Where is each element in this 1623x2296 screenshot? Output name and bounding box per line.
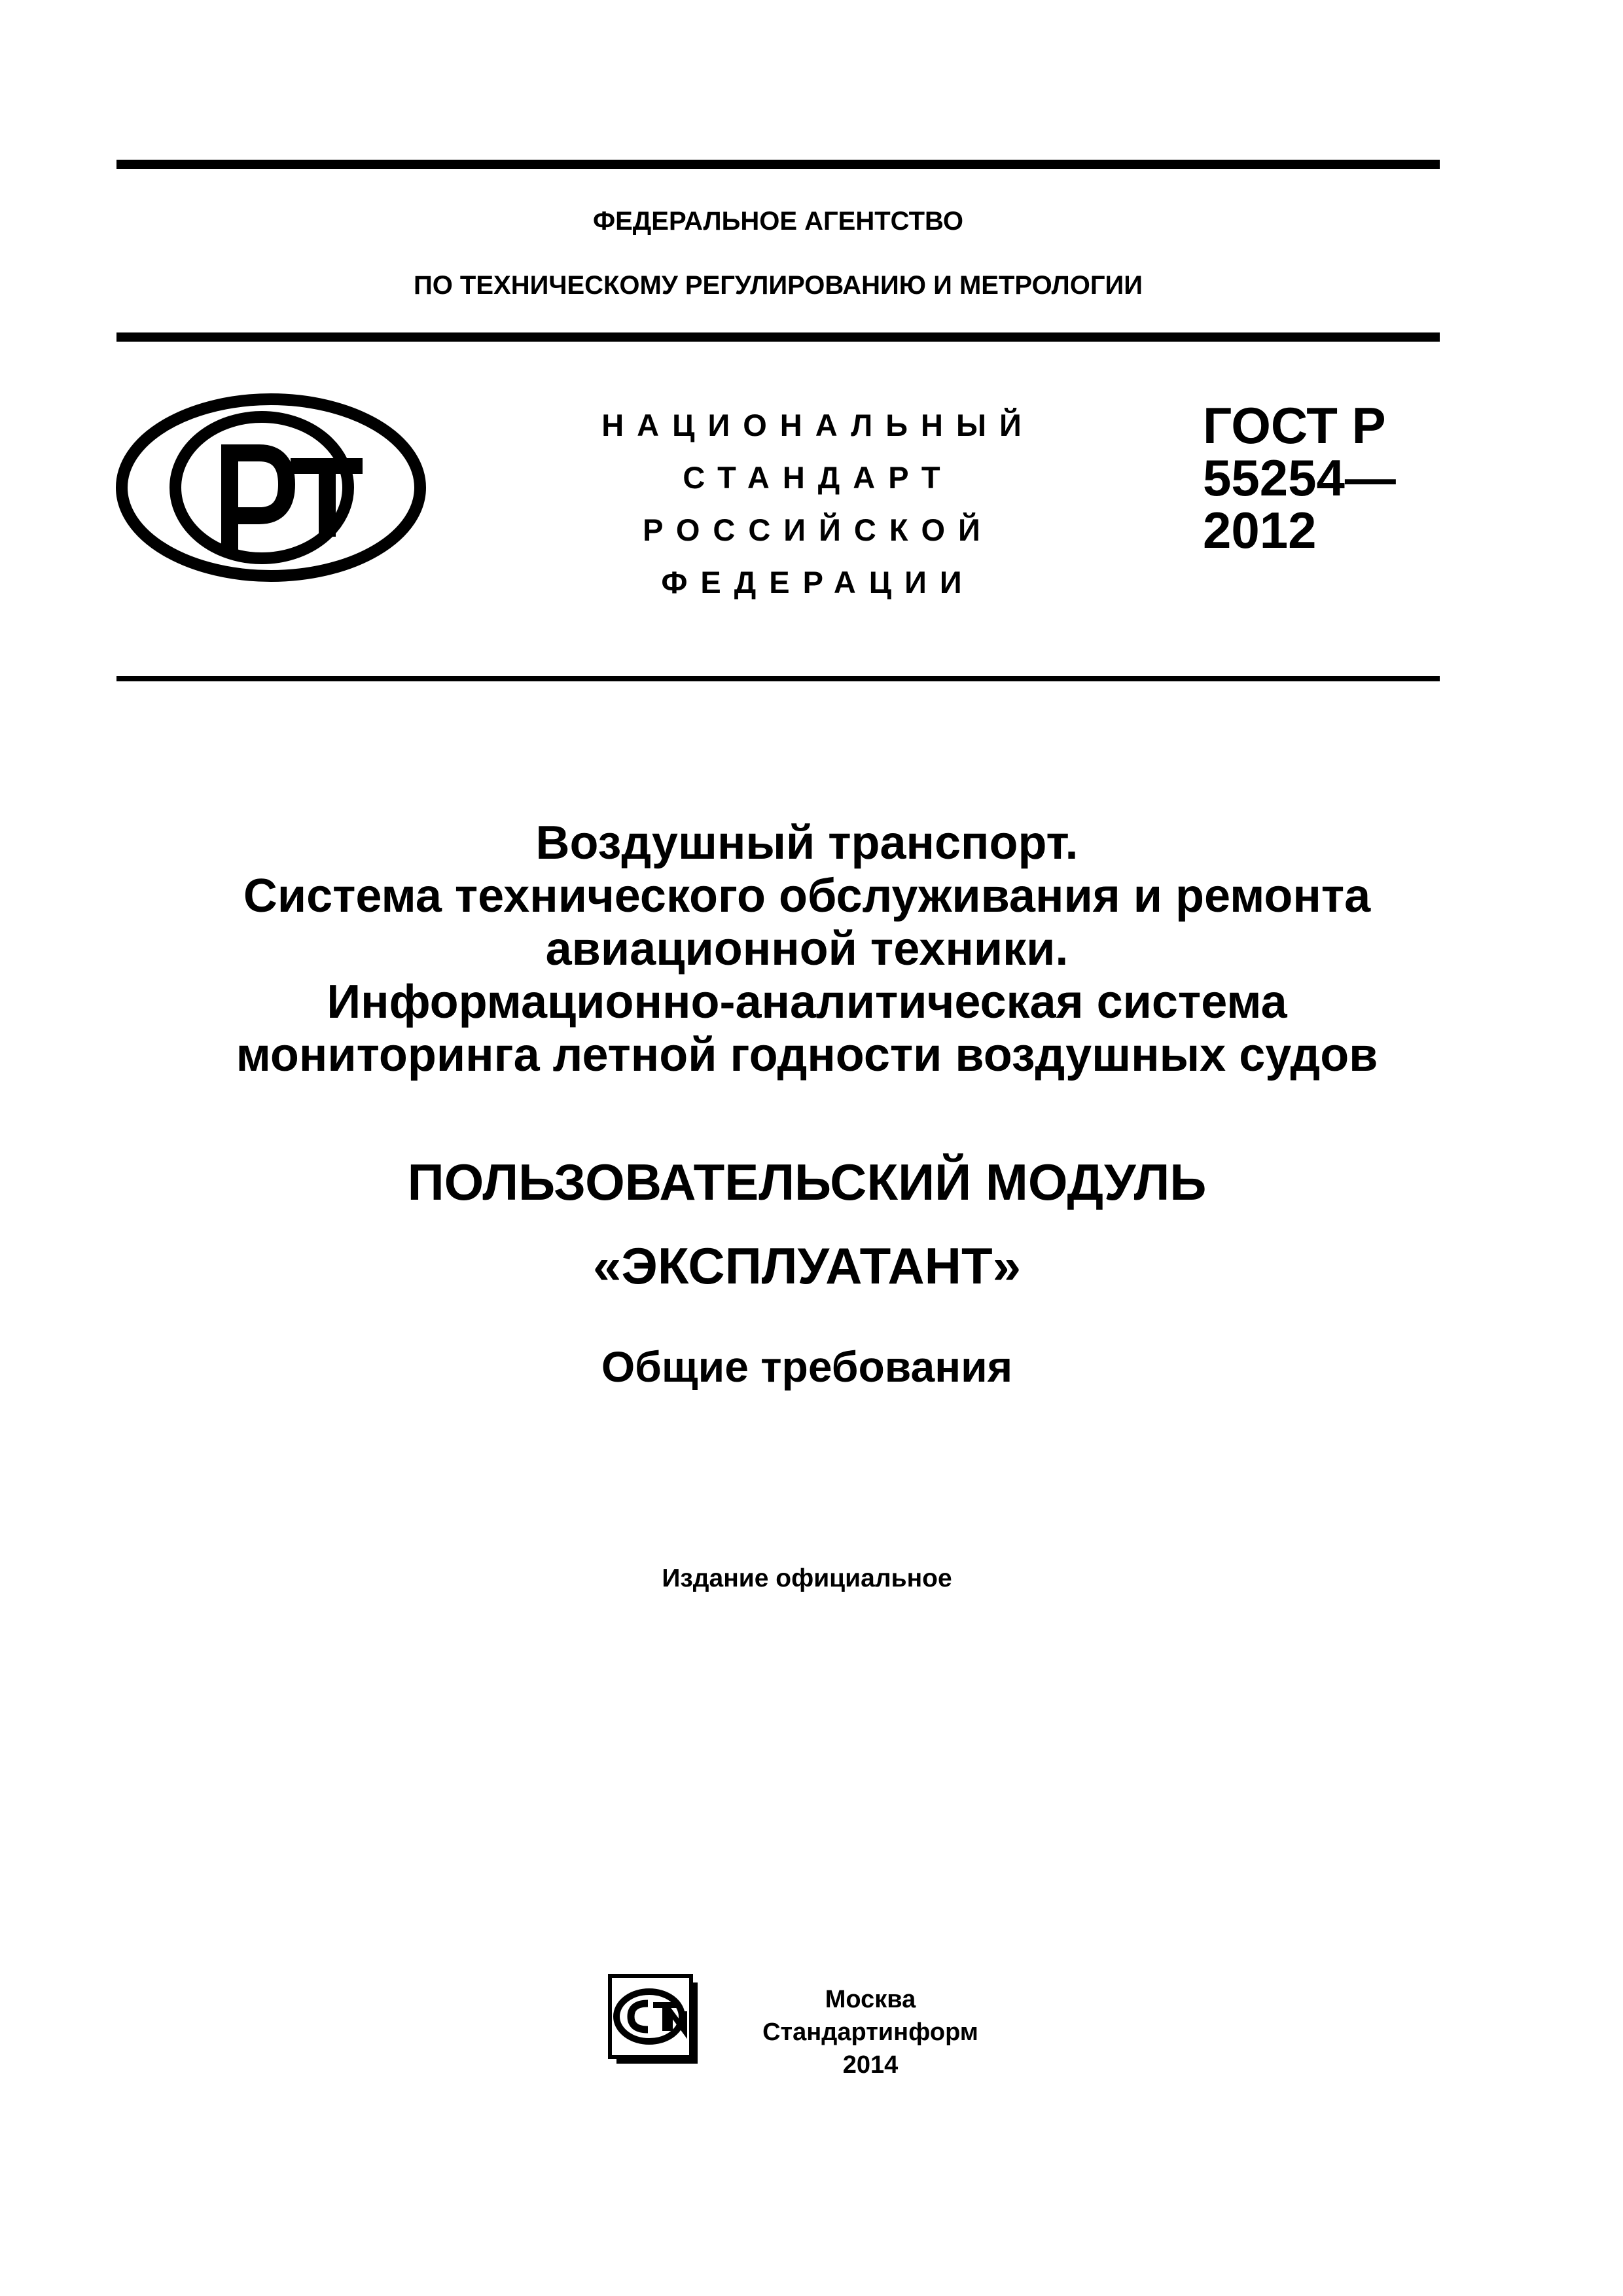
designation-line: 55254— [1203,449,1396,507]
title-line: мониторинга летной годности воздушных судов [236,1029,1378,1081]
subtitle: Общие требования [601,1342,1013,1391]
standard-type-line: РОССИЙСКОЙ [643,512,993,547]
title-line: авиационной техники. [545,923,1069,975]
title-line: Система технического обслуживания и ремонта [243,870,1371,922]
document-title [116,817,1497,1082]
title-line: Воздушный транспорт. [535,817,1079,869]
module-line: «ЭКСПЛУАТАНТ» [592,1237,1022,1295]
edition-note: Издание официальное [662,1564,952,1592]
publisher-info [746,1983,995,2081]
header-bottom-rule [116,332,1440,342]
publisher-city: Москва [825,1986,916,2013]
module-line: ПОЛЬЗОВАТЕЛЬСКИЙ МОДУЛЬ [407,1153,1207,1211]
agency-line-2: ПО ТЕХНИЧЕСКОМУ РЕГУЛИРОВАНИЮ И МЕТРОЛОГИИ [413,271,1143,300]
standard-type-line: НАЦИОНАЛЬНЫЙ [601,408,1035,442]
title-line: Информационно-аналитическая система [327,976,1287,1028]
designation-line: ГОСТ Р [1203,397,1386,454]
rst-logo-icon [115,393,427,583]
designation-line: 2012 [1203,501,1317,559]
standard-type [556,399,1080,609]
publisher-name: Стандартинформ [762,2018,978,2046]
agency-line-1: ФЕДЕРАЛЬНОЕ АГЕНТСТВО [592,207,964,236]
top-rule [116,160,1440,169]
standard-designation [1203,397,1396,559]
standard-type-line: ФЕДЕРАЦИИ [661,565,975,600]
standard-type-line: СТАНДАРТ [683,460,954,495]
middle-rule [116,676,1440,681]
module-title [116,1140,1497,1308]
standartinform-logo-icon [607,1973,704,2070]
publisher-year: 2014 [842,2051,899,2079]
